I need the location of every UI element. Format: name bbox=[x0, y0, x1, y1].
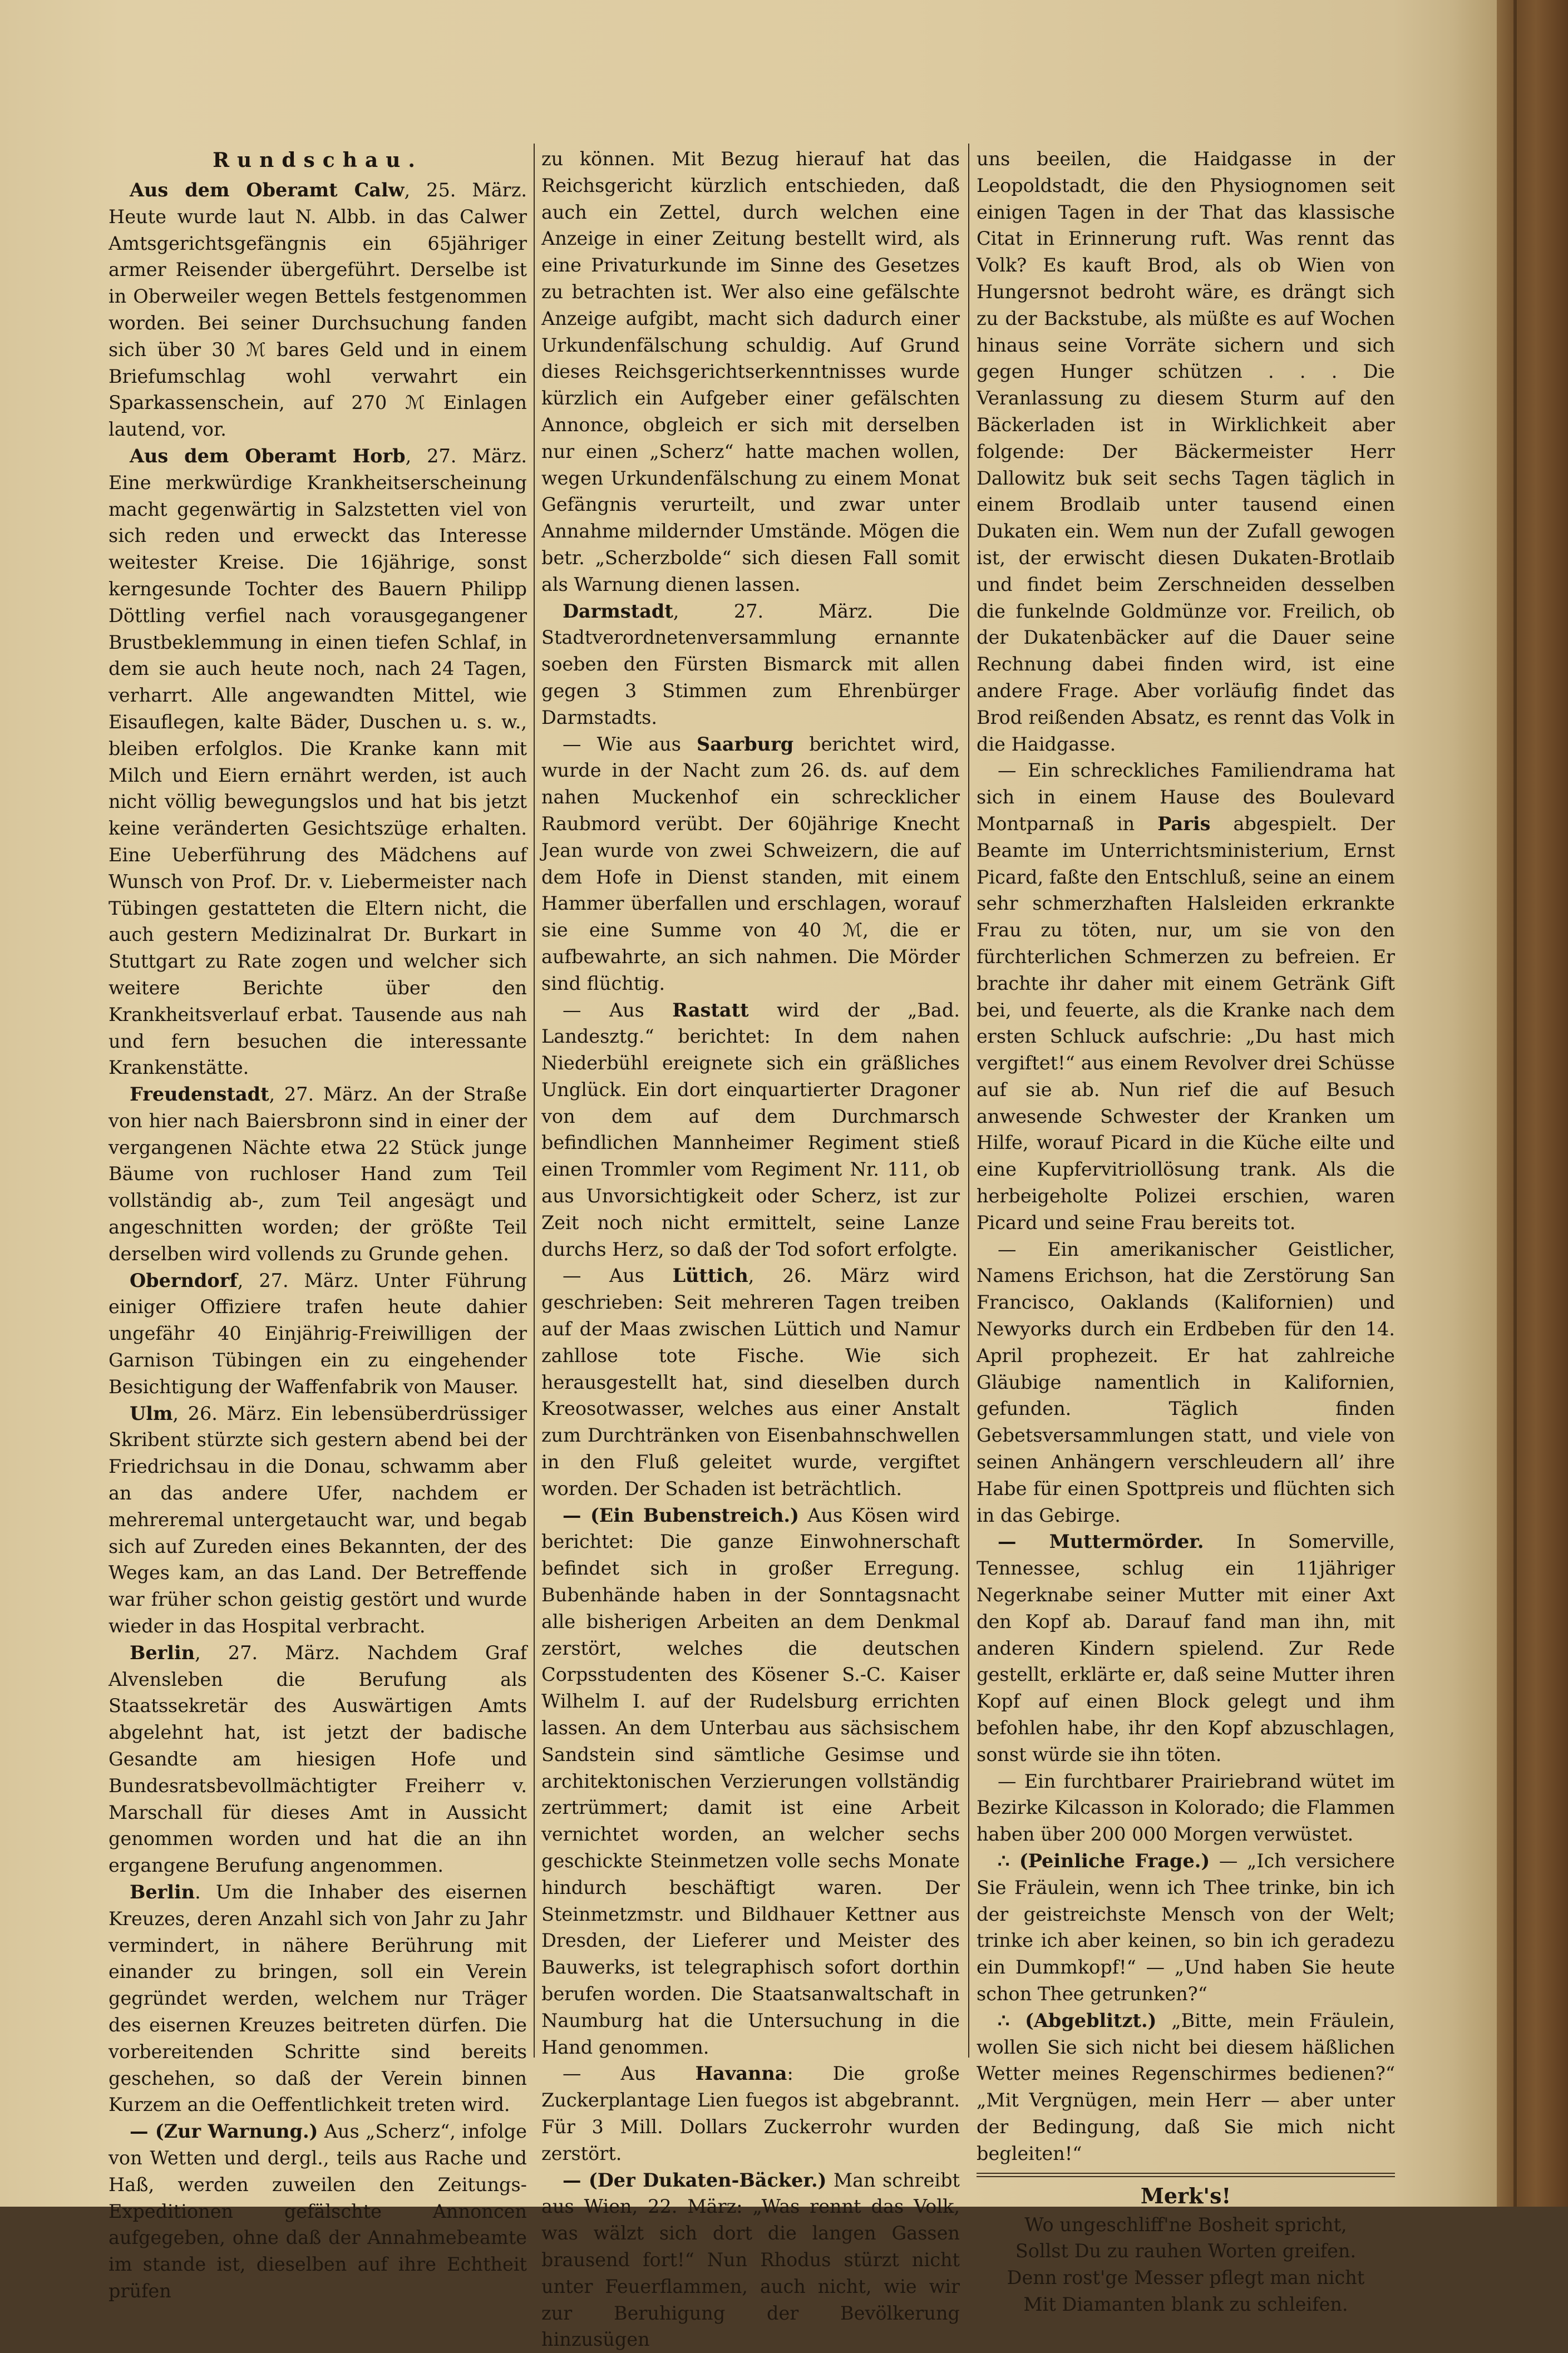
article-geistlicher: — Ein amerikanischer Geistlicher, Namens Erichson, hat die Zerstörung San Francisco, Oaklands (Kalifornien) und Newyorks durch ein Erdbeben für den 14. April prophezeit. Er hat zahlreiche Gläubige namentlich in Kalifornien, gefunden. Täglich finden Gebetsversammlungen statt, und viele von seinen Anhängern verschleudern all’ ihre Habe für einen Spottpreis und flüchten sich in das Gebirge. bbox=[977, 1238, 1395, 1526]
column-2 bbox=[541, 146, 960, 2353]
dateline: Aus dem Oberamt Calw bbox=[130, 179, 405, 201]
article-paris: — Ein schreckliches Familiendrama hat sich in einem Hause des Boulevard Montparnaß in Paris abgespielt. Der Beamte im Unterrichtsministerium, Ernst Picard, faßte den Entschluß, seine an einem sehr schmerzhaften Halsleiden erkrankte Frau zu töten, nur, um sie von den fürchterlichen Schmerzen zu befreien. Er brachte ihr daher mit einem Getränk Gift bei, und feuerte, als die Kranke nach dem ersten Schluck aufschrie: „Du hast mich vergiftet!“ aus einem Revolver drei Schüsse auf sie ab. Nun rief die auf Besuch anwesende Schwester der Kranken um Hilfe, worauf Picard in die Küche eilte und eine Kupfervitriollösung trank. Als die herbeigeholte Polizei erschien, waren Picard und seine Frau bereits tot. bbox=[977, 759, 1395, 1234]
dateline: Aus dem Oberamt Horb bbox=[130, 445, 406, 467]
column-rule bbox=[534, 144, 535, 2058]
article-saarburg: — Wie aus Saarburg berichtet wird, wurde in der Nacht zum 26. ds. auf dem nahen Muckenhof ein schrecklicher Raubmord verübt. Der 60jährige Knecht Jean wurde von zwei Schweizern, die auf dem Hofe in Dienst standen, mit einem Hammer überfallen und erschlagen, worauf sie eine Summe von 40 ℳ, die er aufbewahrte, an sich nahmen. Die Mörder sind flüchtig. bbox=[541, 733, 960, 994]
article-warnung-continued: zu können. Mit Bezug hierauf hat das Reichsgericht kürzlich entschieden, daß auch ein Zettel, durch welchen eine Anzeige in einer Zeitung bestellt wird, als eine Privaturkunde im Sinne des Gesetzes zu betrachten ist. Wer also eine gefälschte Anzeige aufgibt, macht sich dadurch einer Urkundenfälschung schuldig. Auf Grund dieses Reichsgerichtserkenntnisses wurde kürzlich ein Aufgeber einer gefälschten Annonce, obgleich er sich mit derselben nur einen „Scherz“ hatte machen wollen, wegen Urkundenfälschung zu einem Monat Gefängnis verurteilt, und zwar unter Annahme mildernder Umstände. Mögen die betr. „Scherzbolde“ sich diesen Fall somit als Warnung dienen lassen. bbox=[541, 148, 960, 595]
article-horb: Aus dem Oberamt Horb, 27. März. Eine merkwürdige Krankheitserscheinung macht gegenwärtig in Salzstetten viel von sich reden und erweckt das Interesse weitester Kreise. Die 16jährige, sonst kerngesunde Tochter des Bauern Philipp Döttling verfiel nach vorausgegangener Brustbeklemmung in einen tiefen Schlaf, in dem sie auch heute noch, nach 24 Tagen, verharrt. Alle angewandten Mittel, wie Eisauflegen, kalte Bäder, Duschen u. s. w., bleiben erfolglos. Die Kranke kann mit Milch und Eiern ernährt werden, ist auch nicht völlig bewegungslos und hat bis jetzt keine veränderten Gesichtszüge erhalten. Eine Ueberführung des Mädchens auf Wunsch von Prof. Dr. v. Liebermeister nach Tübingen gestatteten die Eltern nicht, die auch gestern Medizinalrat Dr. Burkart in Stuttgart zu Rate zogen und welcher sich weitere Berichte über den Krankheitsverlauf erbat. Tausende aus nah und fern besuchen die interessante Krankenstätte. bbox=[109, 445, 527, 1079]
article-calw: Aus dem Oberamt Calw, 25. März. Heute wurde laut N. Albb. in das Calwer Amtsgerichtsgefängnis ein 65jähriger armer Reisender übergeführt. Derselbe ist in Oberweiler wegen Bettels festgenommen worden. Bei seiner Durchsuchung fanden sich über 30 ℳ bares Geld und in einem Briefumschlag wohl verwahrt ein Sparkassenschein, auf 270 ℳ Einlagen lautend, vor. bbox=[109, 179, 527, 441]
article-havanna: — Aus Havanna: Die große Zuckerplantage Lien fuegos ist abgebrannt. Für 3 Mill. Dollars Zuckerrohr wurden zerstört. bbox=[541, 2063, 960, 2164]
dateline: Berlin bbox=[130, 1881, 195, 1903]
dateline: Havanna bbox=[695, 2063, 787, 2085]
box-rule-top-2 bbox=[977, 2176, 1395, 2177]
poem-line: Denn rost'ge Messer pflegt man nicht bbox=[1007, 2267, 1365, 2289]
dateline: ∴ (Abgeblitzt.) bbox=[998, 2009, 1157, 2031]
dateline: Paris bbox=[1157, 812, 1211, 835]
article-prairiebrand: — Ein furchtbarer Prairiebrand wütet im Bezirke Kilcasson in Kolorado; die Flammen haben über 200 000 Morgen verwüstet. bbox=[977, 1770, 1395, 1846]
dateline: Berlin bbox=[130, 1641, 195, 1664]
dateline: Rastatt bbox=[672, 999, 749, 1021]
column-rule bbox=[968, 144, 969, 2058]
dateline: Lüttich bbox=[672, 1265, 748, 1287]
dateline: — (Der Dukaten-Bäcker.) bbox=[563, 2169, 827, 2191]
book-binding bbox=[1497, 0, 1568, 2207]
article-dukaten-baecker: — (Der Dukaten-Bäcker.) Man schreibt aus Wien, 22. März: „Was rennt das Volk, was wälzt sich dort die langen Gassen brausend fort!“ Nun Rhodus stürzt nicht unter Feuerflammen, auch nicht, wie wir zur Beruhigung der Bevölkerung hinzusügen bbox=[541, 2169, 960, 2351]
article-luettich: — Aus Lüttich, 26. März wird geschrieben: Seit mehreren Tagen treiben auf der Maas zwischen Lüttich und Namur zahllose tote Fische. Wie sich herausgestellt hat, sind dieselben durch Kreosotwasser, welches aus einer Anstalt zum Durchtränken von Eisenbahnschwellen in den Fluß geleitet wurde, vergiftet worden. Der Schaden ist beträchtlich. bbox=[541, 1265, 960, 1499]
dateline: ∴ (Peinliche Frage.) bbox=[998, 1850, 1210, 1872]
column-1 bbox=[109, 146, 527, 2305]
dateline: — (Ein Bubenstreich.) bbox=[563, 1504, 799, 1526]
column-3 bbox=[977, 146, 1395, 2318]
dateline: — (Zur Warnung.) bbox=[130, 2120, 318, 2143]
article-berlin-1: Berlin, 27. März. Nachdem Graf Alvensleben die Berufung als Staatssekretär des Auswärtigen Amts abgelehnt hat, ist jetzt der badische Gesandte am hiesigen Hofe und Bundesratsbevollmächtigter Freiherr v. Marschall für dieses Amt in Aussicht genommen worden und hat die an ihn ergangene Berufung angenommen. bbox=[109, 1641, 527, 1877]
article-ulm: Ulm, 26. März. Ein lebensüberdrüssiger Skribent stürzte sich gestern abend bei der Friedrichsau in die Donau, schwamm aber an das andere Ufer, nachdem er mehreremal untergetaucht war, und begab sich auf Zureden eines Bekannten, der des Weges kam, an das Land. Der Betreffende war früher schon geistig gestört und wurde wieder in das Hospital verbracht. bbox=[109, 1402, 527, 1637]
article-oberndorf: Oberndorf, 27. März. Unter Führung einiger Offiziere trafen heute dahier ungefähr 40 Einjährig-Freiwilligen der Garnison Tübingen ein zu eingehender Besichtigung der Waffenfabrik von Mauser. bbox=[109, 1269, 527, 1398]
dateline: Saarburg bbox=[697, 733, 794, 755]
article-darmstadt: Darmstadt, 27. März. Die Stadtverordnetenversammlung ernannte soeben den Fürsten Bismarck mit allen gegen 3 Stimmen zum Ehrenbürger Darmstadts. bbox=[541, 600, 960, 728]
article-muttermoerder: — Muttermörder. In Somerville, Tennessee, schlug ein 11jähriger Negerknabe seiner Mutter mit einer Axt den Kopf ab. Darauf fand man ihn, mit anderen Kindern spielend. Zur Rede gestellt, erklärte er, daß seine Mutter ihren Kopf auf einen Block gelegt und ihm befohlen habe, ihr den Kopf abzuschlagen, sonst würde sie ihn töten. bbox=[977, 1531, 1395, 1765]
dateline: Ulm bbox=[130, 1402, 173, 1424]
box-rule-top bbox=[977, 2173, 1395, 2174]
dateline: — Muttermörder. bbox=[998, 1531, 1204, 1553]
poem-line: Wo ungeschliff'ne Bosheit spricht, bbox=[1024, 2213, 1347, 2236]
article-berlin-2: Berlin. Um die Inhaber des eisernen Kreuzes, deren Anzahl sich von Jahr zu Jahr vermindert, in nähere Berührung mit einander zu bringen, soll ein Verein gegründet werden, welchem nur Träger des eisernen Kreuzes beitreten dürfen. Die vorbereitenden Schritte sind bereits geschehen, so daß der Verein binnen Kurzem an die Oeffentlichkeit treten wird. bbox=[109, 1881, 527, 2116]
section-heading: Rundschau. bbox=[213, 149, 423, 172]
poem-line: Sollst Du zu rauhen Worten greifen. bbox=[1015, 2240, 1357, 2262]
article-rastatt: — Aus Rastatt wird der „Bad. Landesztg.“ berichtet: In dem nahen Niederbühl ereignete sich ein gräßliches Unglück. Ein dort einquartierter Dragoner von dem auf dem Durchmarsch befindlichen Mannheimer Regiment stieß einen Trommler vom Regiment Nr. 111, ob aus Unvorsichtigkeit oder Scherz, ist zur Zeit noch nicht ermittelt, seine Lanze durchs Herz, so daß der Tod sofort erfolgte. bbox=[541, 999, 960, 1260]
dateline: Oberndorf bbox=[130, 1269, 238, 1291]
article-warnung: — (Zur Warnung.) Aus „Scherz“, infolge von Wetten und dergl., teils aus Rache und Haß, werden zuweilen den Zeitungs-Expeditionen gefälschte Annoncen aufgegeben, ohne daß der Annahmebeamte im stande ist, dieselben auf ihre Echtheit prüfen bbox=[109, 2120, 527, 2302]
article-abgeblitzt: ∴ (Abgeblitzt.) „Bitte, mein Fräulein, wollen Sie sich nicht bei diesem häßlichen Wetter meines Regenschirmes bedienen?“ „Mit Vergnügen, mein Herr — aber unter der Bedingung, daß Sie mich nicht begleiten!“ bbox=[977, 2009, 1396, 2164]
article-peinliche-frage: ∴ (Peinliche Frage.) — „Ich versichere Sie Fräulein, wenn ich Thee trinke, bin ich der geistreichste Mensch von der Welt; trinke ich aber keinen, so bin ich geradezu ein Dummkopf!“ — „Und haben Sie heute schon Thee getrunken?“ bbox=[977, 1850, 1395, 2005]
article-dukaten-continued: uns beeilen, die Haidgasse in der Leopoldstadt, die den Physiognomen seit einigen Tagen in der That das klassische Citat in Erinnerung ruft. Was rennt das Volk? Es kauft Brod, als ob Wien von Hungersnot bedroht wäre, es drängt sich zu der Backstube, als müßte es auf Wochen hinaus seine Vorräte sichern und sich gegen Hunger schützen . . . Die Veranlassung zu diesem Sturm auf den Bäckerladen ist in Wirklichkeit aber folgende: Der Bäckermeister Herr Dallowitz buk seit sechs Tagen täglich in einem Brodlaib unter tausend einen Dukaten ein. Wem nun der Zufall gewogen ist, der erwischt diesen Dukaten-Brotlaib und findet beim Zerschneiden desselben die funkelnde Goldmünze vor. Freilich, ob der Dukatenbäcker auf die Dauer seine Rechnung dabei finden wird, ist eine andere Frage. Aber vorläufig findet das Brod reißenden Absatz, es rennt das Volk in die Haidgasse. bbox=[977, 148, 1395, 755]
article-freudenstadt: Freudenstadt, 27. März. An der Straße von hier nach Baiersbronn sind in einer der vergangenen Nächte etwa 22 Stück junge Bäume von ruchloser Hand zum Teil vollständig ab-, zum Teil angesägt und angeschnitten worden; der größte Teil derselben wird vollends zu Grunde gehen. bbox=[109, 1083, 527, 1265]
box-title: Merk's! bbox=[1140, 2183, 1231, 2208]
article-bubenstreich: — (Ein Bubenstreich.) Aus Kösen wird berichtet: Die ganze Einwohnerschaft befindet sich in großer Erregung. Bubenhände haben in der Sonntagsnacht alle bisherigen Arbeiten an dem Denkmal zerstört, welches die deutschen Corpsstudenten des Kösener S.-C. Kaiser Wilhelm I. auf der Rudelsburg errichten lassen. An dem Unterbau aus sächsischem Sandstein sind sämtliche Gesimse und architektonischen Verzierungen vollständig zertrümmert; damit ist eine Arbeit vernichtet worden, an welcher sechs geschickte Steinmetzen volle sechs Monate hindurch beschäftigt waren. Der Steinmetzmstr. und Bildhauer Kettner aus Dresden, der Lieferer und Meister des Bauwerks, ist telegraphisch sofort dorthin berufen worden. Die Staatsanwaltschaft in Naumburg hat die Untersuchung in die Hand genommen. bbox=[541, 1504, 960, 2058]
dateline: Freudenstadt bbox=[130, 1083, 269, 1106]
poem-line: Mit Diamanten blank zu schleifen. bbox=[1023, 2293, 1348, 2315]
dateline: Darmstadt bbox=[563, 600, 673, 622]
